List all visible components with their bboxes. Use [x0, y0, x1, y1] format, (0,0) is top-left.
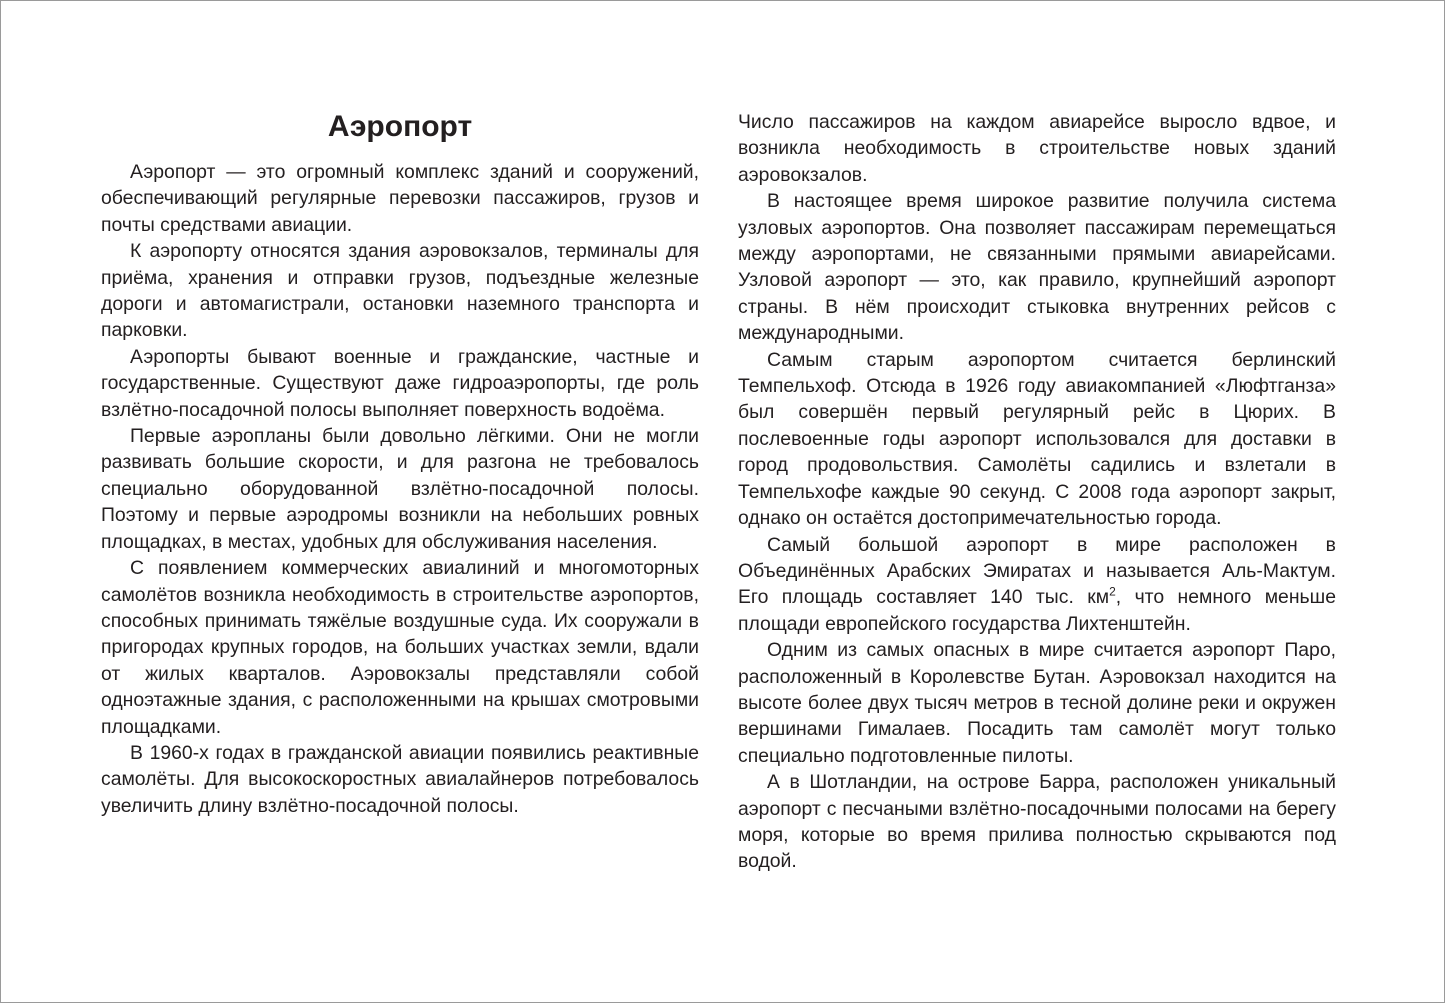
- paragraph: Аэропорт — это огромный комплекс зданий и сооружений, обеспечивающий регулярные перевозки пассажиров, грузов и почты средствами авиации.: [101, 161, 699, 236]
- paragraph: Первые аэропланы были довольно лёгкими. Они не могли развивать большие скорости, и для разгона не требовалось специально оборудованной взлётно-посадочной полосы. Поэтому и первые аэродромы возникли на небольших ровных площадках, в местах, удобных для обслуживания населения.: [101, 425, 699, 553]
- paragraph: С появлением коммерческих авиалиний и многомоторных самолётов возникла необходимость в строительстве аэропортов, способных принимать тяжёлые воздушные суда. Их сооружали в пригородах крупных городов, на больших участках земли, вдали от жилых кварталов. Аэровокзалы представляли собой одноэтажные здания, с расположенными на крышах смотровыми площадками.: [101, 557, 699, 738]
- paragraph-area: [738, 532, 1336, 638]
- paragraph: В настоящее время широкое развитие получила система узловых аэропортов. Она позволяет пассажирам перемещаться между аэропортами, не связанными прямыми авиарейсами. Узловой аэропорт — это, как правило, крупнейший аэропорт страны. В нём происходит стыковка внутренних рейсов с международными.: [738, 190, 1336, 345]
- right-column: [738, 109, 1336, 875]
- paragraph: Аэропорты бывают военные и гражданские, частные и государственные. Существуют даже гидроаэропорты, где роль взлётно-посадочной полосы выполняет поверхность водоёма.: [101, 345, 699, 421]
- left-column: [101, 107, 699, 819]
- paragraph: В 1960-х годах в гражданской авиации появились реактивные самолёты. Для высокоскоростных авиалайнеров потребовалось увеличить длину взлётно-посадочной полосы.: [101, 741, 699, 817]
- paragraph: А в Шотландии, на острове Барра, расположен уникальный аэропорт с песчаными взлётно-посадочными полосами на берегу моря, которые во время прилива полностью скрываются под водой.: [738, 771, 1336, 873]
- paragraph: К аэропорту относятся здания аэровокзалов, терминалы для приёма, хранения и отправки грузов, подъездные железные дороги и автомагистрали, остановки наземного транспорта и парковки.: [101, 240, 699, 342]
- paragraph-continuation: Число пассажиров на каждом авиарейсе выросло вдвое, и возникла необходимость в строительстве новых зданий аэровокзалов.: [738, 111, 1336, 186]
- page-title: Аэропорт: [327, 110, 473, 143]
- paragraph: Одним из самых опасных в мире считается аэропорт Паро, расположенный в Королевстве Бутан. Аэровокзал находится на высоте более двух тысяч метров в тесной долине реки и окружен вершинами Гималаев. Посадить там самолёт могут только специально подготовленные пилоты.: [738, 639, 1336, 767]
- paragraph: Самым старым аэропортом считается берлинский Темпельхоф. Отсюда в 1926 году авиакомпанией «Люфтганза» был совершён первый регулярный рейс в Цюрих. В послевоенные годы аэропорт использовался для доставки в город продовольствия. Самолёты садились и взлетали в Темпельхофе каждые 90 секунд. С 2008 года аэропорт закрыт, однако он остаётся достопримечательностью города.: [738, 348, 1336, 530]
- area-text-after: , что немного меньше площади европейского государства Лихтенштейн.: [738, 586, 1336, 635]
- superscript: 2: [1109, 584, 1116, 599]
- area-text-before: Самый большой аэропорт в мире расположен в Объединённых Арабских Эмиратах и называется Аль-Мактум. Его площадь составляет 140 тыс. км: [738, 533, 1336, 609]
